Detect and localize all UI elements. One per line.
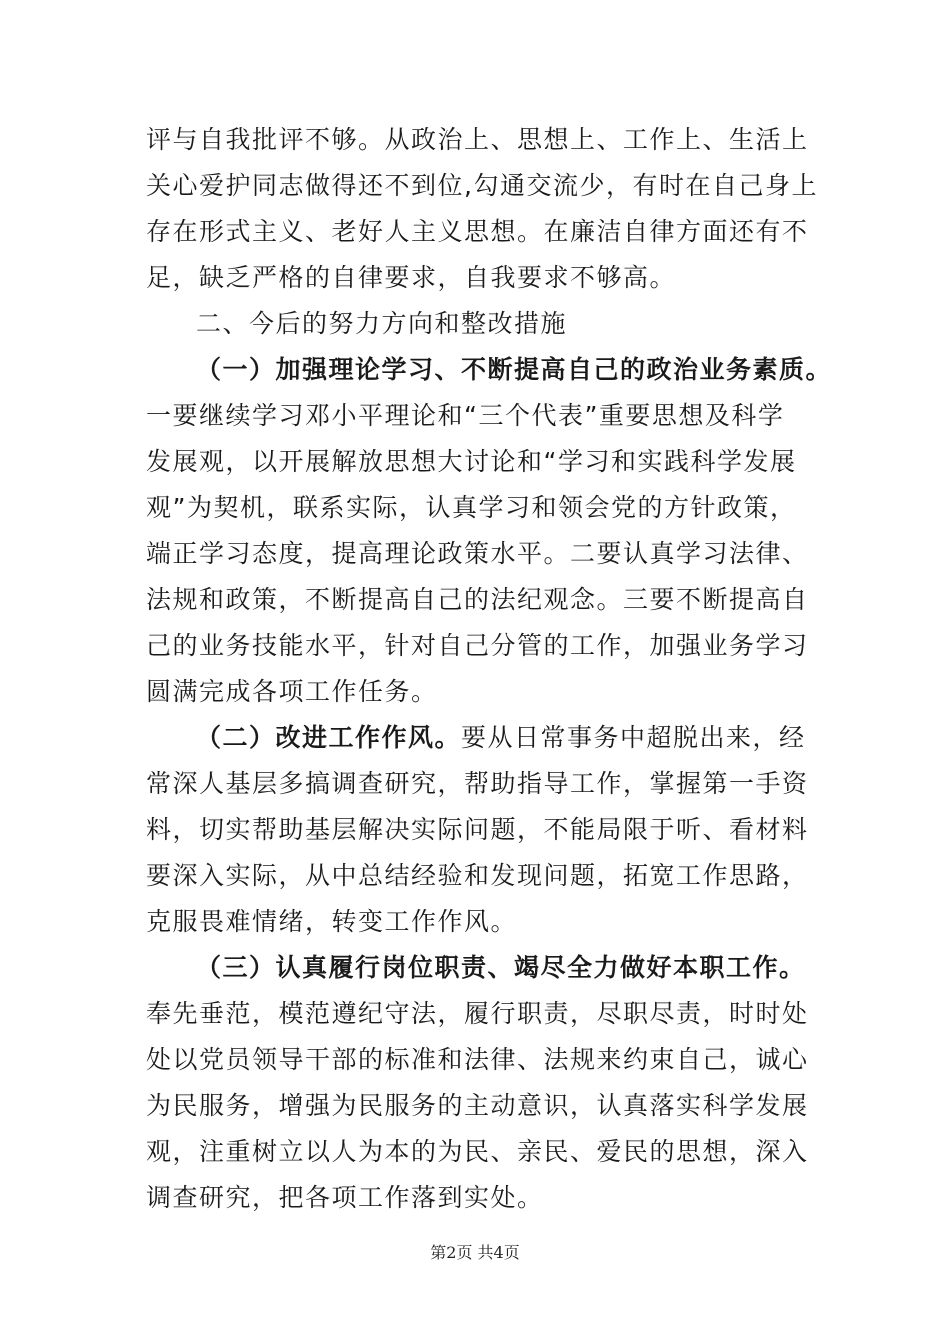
body-text-run: 要从日常事务中超脱出来，经 bbox=[461, 723, 806, 752]
body-text-line: 观，注重树立以人为本的为民、亲民、爱民的思想，深入 bbox=[146, 1137, 809, 1166]
body-text-line: 料，切实帮助基层解决实际问题，不能局限于听、看材料 bbox=[146, 815, 809, 844]
body-text-line: 己的业务技能水平，针对自己分管的工作，加强业务学习 bbox=[146, 631, 809, 660]
body-text-line: 评与自我批评不够。从政治上、思想上、工作上、生活上 bbox=[146, 125, 809, 154]
body-text-line: 发展观，以开展解放思想大讨论和“学习和实践科学发展 bbox=[146, 447, 797, 476]
page-number-footer: 第2页 共4页 bbox=[430, 1243, 520, 1262]
body-text-line: 关心爱护同志做得还不到位,勾通交流少，有时在自己身上 bbox=[146, 171, 818, 200]
subsection-heading: （三）认真履行岗位职责、竭尽全力做好本职工作。 bbox=[196, 953, 806, 982]
section-heading: 二、今后的努力方向和整改措施 bbox=[196, 309, 568, 338]
body-text-line: 调查研究，把各项工作落到实处。 bbox=[146, 1183, 544, 1212]
body-text-line: 法规和政策，不断提高自己的法纪观念。三要不断提高自 bbox=[146, 585, 809, 614]
body-text-line: 观”为契机，联系实际，认真学习和领会党的方针政策， bbox=[146, 493, 797, 522]
body-text-line: 圆满完成各项工作任务。 bbox=[146, 677, 438, 706]
body-text-line: 要深入实际，从中总结经验和发现问题，拓宽工作思路， bbox=[146, 861, 809, 890]
subsection-heading: （二）改进工作作风。 bbox=[196, 723, 462, 752]
body-text-line: 足，缺乏严格的自律要求，自我要求不够高。 bbox=[146, 263, 677, 292]
body-text-line: 奉先垂范，模范遵纪守法，履行职责，尽职尽责，时时处 bbox=[146, 999, 809, 1028]
body-text-line: 存在形式主义、老好人主义思想。在廉洁自律方面还有不 bbox=[146, 217, 809, 246]
subsection-heading: （一）加强理论学习、不断提高自己的政治业务素质。 bbox=[196, 355, 833, 384]
body-text-line: 端正学习态度，提高理论政策水平。二要认真学习法律、 bbox=[146, 539, 809, 568]
body-text-line: 为民服务，增强为民服务的主动意识，认真落实科学发展 bbox=[146, 1091, 809, 1120]
body-text-line: 处以党员领导干部的标准和法律、法规来约束自己，诚心 bbox=[146, 1045, 809, 1074]
body-text-line: 克服畏难情绪，转变工作作风。 bbox=[146, 907, 518, 936]
body-text-line: 一要继续学习邓小平理论和“三个代表”重要思想及科学 bbox=[146, 401, 785, 430]
paragraph-line bbox=[196, 721, 806, 755]
body-text-line: 常深人基层多搞调查研究，帮助指导工作，掌握第一手资 bbox=[146, 769, 809, 798]
